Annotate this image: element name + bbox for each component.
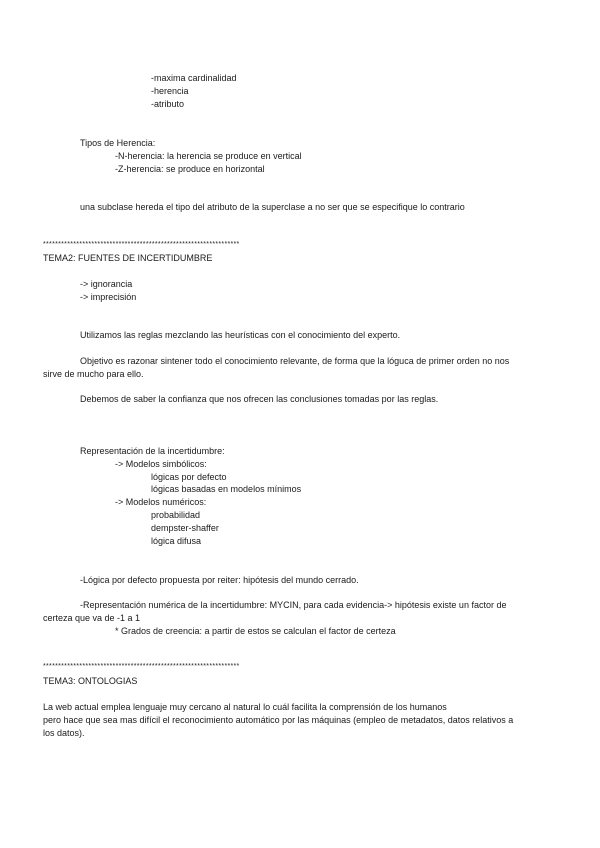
separator-line: ***************************************************************** — [43, 241, 240, 248]
herencia-item-n: -N-herencia: la herencia se produce en vertical — [115, 151, 302, 161]
list-item-atributo: -atributo — [151, 99, 185, 109]
logica-difusa: lógica difusa — [151, 536, 202, 546]
tema3-line-1: La web actual emplea lenguaje muy cercano al natural lo cuál facilita la comprensión de los humanos — [43, 702, 447, 712]
dempster-shaffer: dempster-shaffer — [151, 523, 219, 533]
reglas-text: Utilizamos las reglas mezclando las heurísticas con el conocimiento del experto. — [80, 330, 401, 340]
modelos-numericos: -> Modelos numéricos: — [115, 497, 207, 507]
herencia-item-z: -Z-herencia: se produce en horizontal — [115, 164, 265, 174]
list-item-cardinalidad: -maxima cardinalidad — [151, 73, 237, 83]
tema3-line-2: pero hace que sea mas difícil el reconocimiento automático por las máquinas (empleo de metadatos, datos relativos a — [43, 715, 514, 725]
logicas-defecto: lógicas por defecto — [151, 472, 227, 482]
logica-defecto-text: -Lógica por defecto propuesta por reiter: hipótesis del mundo cerrado. — [80, 575, 359, 585]
confianza-text: Debemos de saber la confianza que nos ofrecen las conclusiones tomadas por las reglas. — [80, 394, 439, 404]
modelos-simbolicos: -> Modelos simbólicos: — [115, 459, 207, 469]
list-item-herencia: -herencia — [151, 86, 189, 96]
mycin-text-2: certeza que va de -1 a 1 — [43, 613, 141, 623]
objetivo-text-2: sirve de mucho para ello. — [43, 369, 144, 379]
subclase-note: una subclase hereda el tipo del atributo de la superclase a no ser que se especifique lo contrario — [80, 202, 465, 212]
probabilidad: probabilidad — [151, 510, 201, 520]
representacion-title: Representación de la incertidumbre: — [80, 446, 225, 456]
separator-line: ***************************************************************** — [43, 663, 240, 670]
tema2-title: TEMA2: FUENTES DE INCERTIDUMBRE — [43, 253, 213, 263]
tema3-title: TEMA3: ONTOLOGIAS — [43, 676, 138, 686]
tema3-line-3: los datos). — [43, 728, 85, 738]
herencia-title: Tipos de Herencia: — [80, 138, 156, 148]
source-ignorancia: -> ignorancia — [80, 279, 133, 289]
grados-creencia: * Grados de creencia: a partir de estos se calculan el factor de certeza — [115, 626, 396, 636]
objetivo-text-1: Objetivo es razonar sintener todo el conocimiento relevante, de forma que la lóguca de primer orden no nos — [80, 356, 510, 366]
mycin-text-1: -Representación numérica de la incertidumbre: MYCIN, para cada evidencia-> hipótesis existe un factor de — [80, 600, 507, 610]
logicas-modelos-minimos: lógicas basadas en modelos mínimos — [151, 484, 302, 494]
source-imprecision: -> imprecisión — [80, 292, 137, 302]
